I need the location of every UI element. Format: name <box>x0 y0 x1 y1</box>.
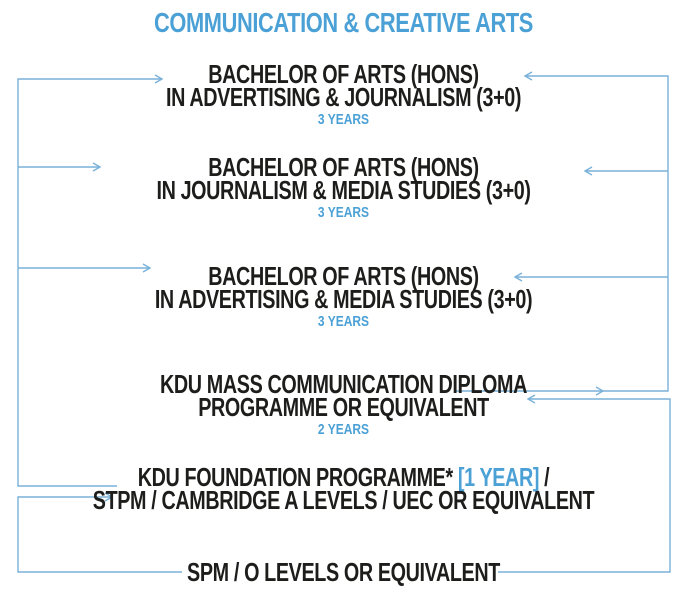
programme-line: KDU MASS COMMUNICATION DIPLOMA <box>160 369 527 399</box>
programme-line: IN ADVERTISING & JOURNALISM (3+0) <box>165 82 522 112</box>
programme-line: BACHELOR OF ARTS (HONS) <box>208 152 479 182</box>
programme-line: PROGRAMME OR EQUIVALENT <box>198 392 489 422</box>
programme-line: IN ADVERTISING & MEDIA STUDIES (3+0) <box>154 284 533 314</box>
duration-label: 3 YEARS <box>317 313 370 330</box>
entry-level-spm <box>0 557 687 587</box>
programme-line: BACHELOR OF ARTS (HONS) <box>208 261 479 291</box>
programme-foundation-stpm <box>0 462 687 515</box>
programme-mass-communication-diploma <box>0 369 687 441</box>
duration-label: 3 YEARS <box>317 204 370 221</box>
foundation-prefix: KDU FOUNDATION PROGRAMME* <box>137 462 458 492</box>
programme-line: BACHELOR OF ARTS (HONS) <box>208 59 479 89</box>
foundation-suffix: / <box>539 462 550 492</box>
programme-line: SPM / O LEVELS OR EQUIVALENT <box>187 557 500 587</box>
programme-bachelor-advertising-media <box>0 261 687 333</box>
duration-label: 2 YEARS <box>317 421 370 438</box>
programme-bachelor-journalism-media <box>0 152 687 224</box>
programme-bachelor-advertising-journalism <box>0 59 687 131</box>
page-title: COMMUNICATION & CREATIVE ARTS <box>154 7 533 38</box>
programme-line: STPM / CAMBRIDGE A LEVELS / UEC OR EQUIVALENT <box>92 485 595 515</box>
foundation-year-highlight: [1 YEAR] <box>457 462 540 492</box>
duration-label: 3 YEARS <box>317 111 370 128</box>
programme-line: IN JOURNALISM & MEDIA STUDIES (3+0) <box>156 175 531 205</box>
